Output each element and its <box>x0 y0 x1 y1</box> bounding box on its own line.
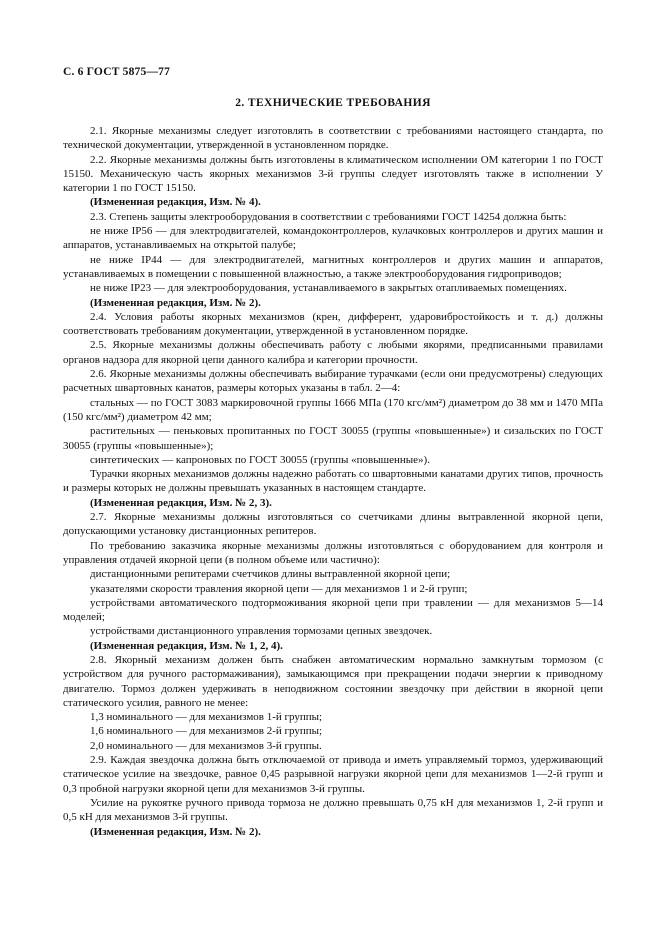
paragraph: 1,6 номинального — для механизмов 2-й группы; <box>90 725 323 738</box>
section-body <box>63 124 603 839</box>
paragraph: Турачки якорных механизмов должны надежно работать со швартовными канатами других типов, прочность и размеры которых не должны превышать указанных в настоящем стандарте. <box>63 468 603 495</box>
paragraph: 2.4. Условия работы якорных механизмов (крен, дифферент, ударовибростойкость и т. д.) должны соответствовать требованиям документации, утвержденной в установленном порядке. <box>63 310 603 338</box>
paragraph: 2.8. Якорный механизм должен быть снабжен автоматическим нормально замкнутым тормозом (с устройством для ручного растормаживания), замыкающимся при прекращении подачи энергии к приводному двигателю. Тормоз должен удерживать в неподвижном состоянии звездочку при действии в якорной цепи статического усилия, равного не менее: <box>63 653 603 709</box>
paragraph: стальных — по ГОСТ 3083 маркировочной группы 1666 МПа (170 кгс/мм²) диаметром до 38 мм и 1470 МПа (150 кгс/мм²) диаметром 42 мм; <box>63 396 603 423</box>
paragraph: не ниже IP23 — для электрооборудования, устанавливаемого в закрытых отапливаемых помещениях. <box>90 282 567 295</box>
paragraph: не ниже IP56 — для электродвигателей, командоконтроллеров, кулачковых контроллеров и других машин и аппаратов, устанавливаемых на открытой палубе; <box>63 225 603 252</box>
paragraph: Усилие на рукоятке ручного привода тормоза не должно превышать 0,75 кН для механизмов 1, 2-й групп и 0,5 кН для механизмов 3-й группы. <box>63 796 603 824</box>
paragraph: устройствами дистанционного управления тормозами цепных звездочек. <box>90 625 433 638</box>
edition-note: (Измененная редакция, Изм. № 1, 2, 4). <box>90 639 283 652</box>
edition-note: (Измененная редакция, Изм. № 4). <box>90 196 261 209</box>
edition-note: (Измененная редакция, Изм. № 2, 3). <box>90 496 272 509</box>
paragraph: 2.7. Якорные механизмы должны изготовляться со счетчиками длины вытравленной якорной цепи, допускающими установку дистанционных репитеров. <box>63 511 603 538</box>
paragraph: 2.1. Якорные механизмы следует изготовлять в соответствии с требованиями настоящего стандарта, по технической документации, утвержденной в установленном порядке. <box>63 125 603 152</box>
paragraph: дистанционными репитерами счетчиков длины вытравленной якорной цепи; <box>90 568 451 581</box>
edition-note: (Измененная редакция, Изм. № 2). <box>90 296 261 309</box>
paragraph: синтетических — капроновых по ГОСТ 30055 (группы «повышенные»). <box>90 453 430 466</box>
paragraph: не ниже IP44 — для электродвигателей, магнитных контроллеров и других машин и аппаратов, устанавливаемых в помещении с повышенной влажностью, а также электрооборудования гидроприводов; <box>63 253 603 280</box>
paragraph: 1,3 номинального — для механизмов 1-й группы; <box>90 711 323 724</box>
paragraph: 2.2. Якорные механизмы должны быть изготовлены в климатическом исполнении ОМ категории 1 по ГОСТ 15150. Механическую часть якорных механизмов 3-й группы следует изготовлять также в исполнении У категории 1 по ГОСТ 15150. <box>63 153 603 195</box>
page-header: С. 6 ГОСТ 5875—77 <box>63 66 171 78</box>
section-title: 2. ТЕХНИЧЕСКИЕ ТРЕБОВАНИЯ <box>235 97 431 109</box>
paragraph: 2.9. Каждая звездочка должна быть отключаемой от привода и иметь управляемый тормоз, удерживающий статическое усилие на звездочке, равное 0,45 разрывной нагрузки якорной цепи для механизмов 1—2-й групп и 0,3 пробной нагрузки якорной цепи для механизмов 3-й группы. <box>63 754 603 795</box>
paragraph: растительных — пеньковых пропитанных по ГОСТ 30055 (группы «повышенные») и сизальских по ГОСТ 30055 (группы «повышенные»); <box>63 425 603 452</box>
paragraph: 2.5. Якорные механизмы должны обеспечивать работу с любыми якорями, предписанными правилами органов надзора для якорной цепи данного калибра и категории прочности. <box>63 339 603 366</box>
paragraph: устройствами автоматического подторможивания якорной цепи при травлении — для механизмов 5—14 моделей; <box>63 596 603 624</box>
paragraph: По требованию заказчика якорные механизмы должны изготовляться с оборудованием для контроля и управления отдачей якорной цепи (в полном объеме или частично): <box>63 539 603 566</box>
paragraph: указателями скорости травления якорной цепи — для механизмов 1 и 2-й групп; <box>90 582 468 595</box>
edition-note: (Измененная редакция, Изм. № 2). <box>90 825 261 838</box>
paragraph: 2,0 номинального — для механизмов 3-й группы. <box>90 739 322 752</box>
paragraph: 2.3. Степень защиты электрооборудования в соответствии с требованиями ГОСТ 14254 должна быть: <box>90 210 567 223</box>
paragraph: 2.6. Якорные механизмы должны обеспечивать выбирание турачками (если они предусмотрены) следующих расчетных швартовных канатов, размеры которых указаны в табл. 2—4: <box>63 368 603 395</box>
